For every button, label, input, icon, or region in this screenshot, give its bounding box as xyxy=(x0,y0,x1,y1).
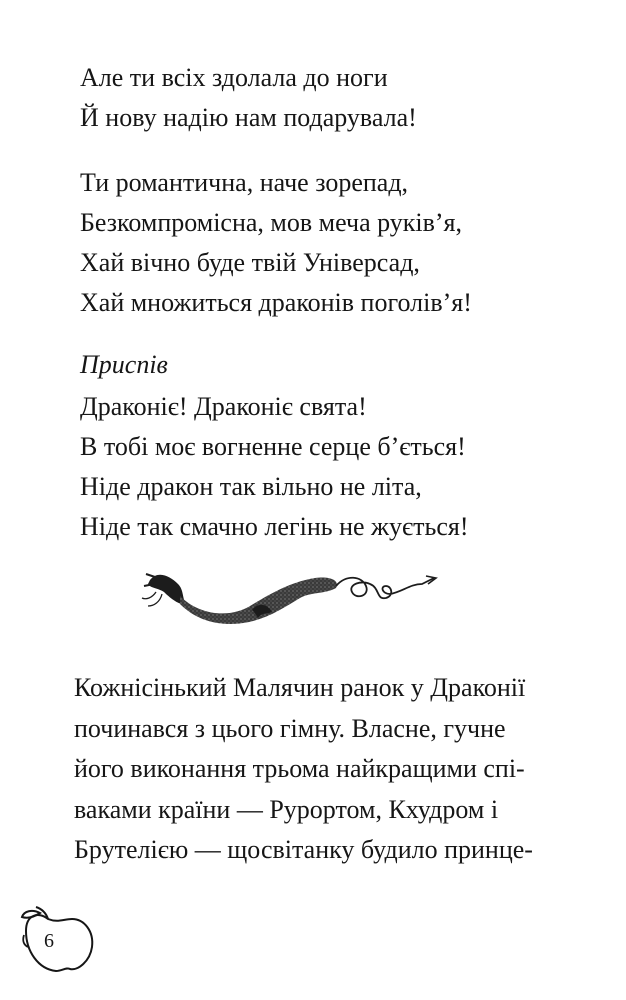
refrain-stanza xyxy=(80,387,469,547)
prose-line: починався з цього гімну. Власне, гучне xyxy=(74,713,506,743)
poem-line: Хай вічно буде твій Універсад, xyxy=(80,248,420,277)
poem-line: Ніде так смачно легінь не жується! xyxy=(80,512,469,541)
prose-line: Кожнісінький Малячин ранок у Драконії xyxy=(74,673,526,702)
poem-line: В тобі моє вогненне серце б’ється! xyxy=(80,432,466,461)
prose-line: ваками країни — Рурортом, Кхудром і xyxy=(74,794,499,824)
poem-line: Але ти всіх здолала до ноги xyxy=(80,63,388,92)
poem-line: Драконіє! Драконіє свята! xyxy=(80,392,367,421)
poem-line: Й нову надію нам подарувала! xyxy=(80,103,417,132)
prose-line: його виконання трьома найкращими спі- xyxy=(74,754,525,783)
page-footer xyxy=(18,905,104,985)
dragon-ornament-icon xyxy=(140,562,440,634)
poem-line: Хай множиться драконів поголів’я! xyxy=(80,288,472,317)
poem-line: Ти романтична, наче зорепад, xyxy=(80,168,409,197)
poem-line: Безкомпромісна, мов меча руків’я, xyxy=(80,208,463,237)
refrain-heading: Приспів xyxy=(80,350,168,379)
prose-line: Брутелією — щосвітанку будило принце- xyxy=(74,835,533,864)
poem-stanza-1 xyxy=(80,58,417,138)
poem-line: Ніде дракон так вільно не літа, xyxy=(80,472,422,501)
poem-stanza-2 xyxy=(80,163,472,323)
prose-paragraph xyxy=(74,668,574,871)
page-number: 6 xyxy=(44,930,54,952)
apple-outline-icon xyxy=(18,905,104,985)
